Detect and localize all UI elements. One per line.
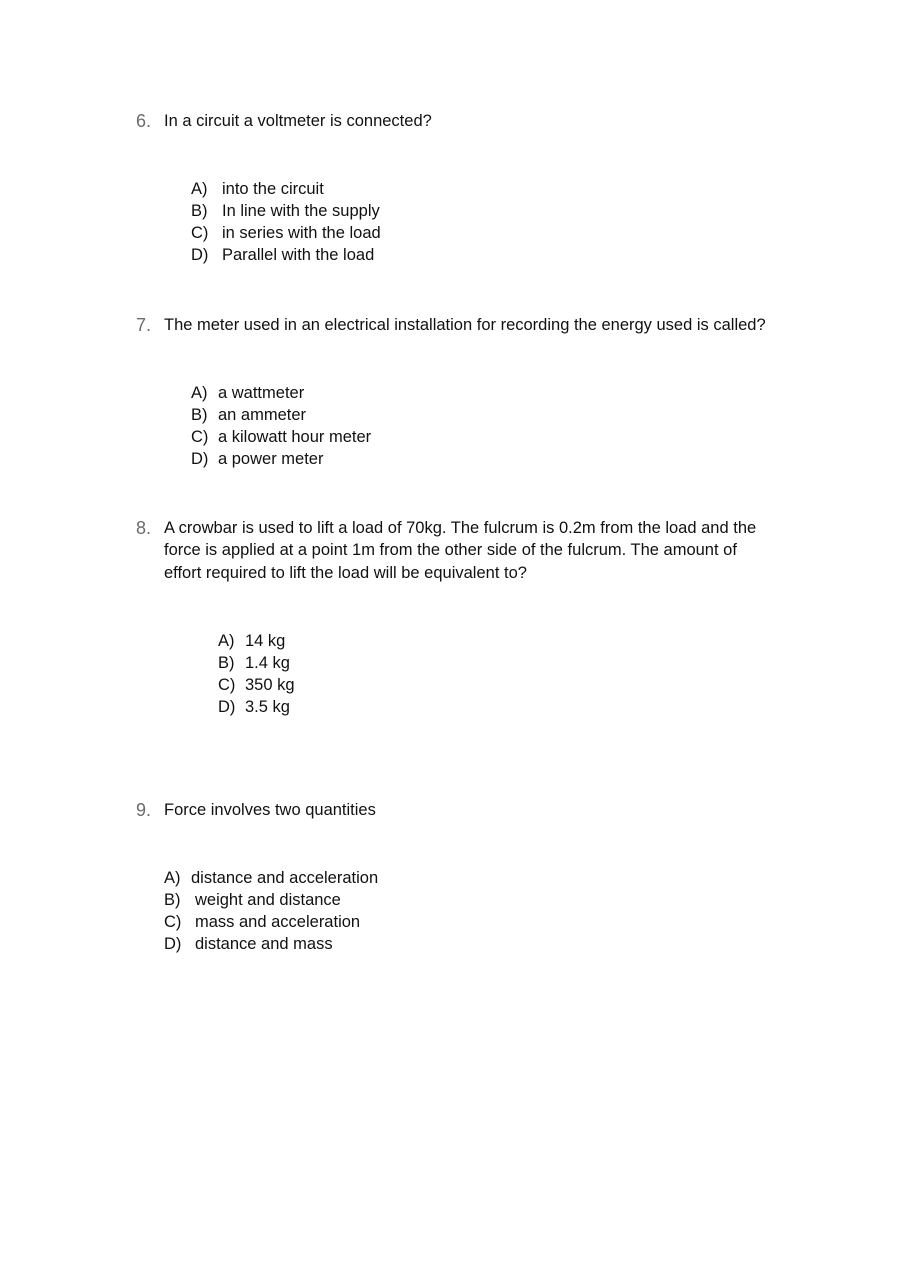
question-text-line: Force involves two quantities: [164, 801, 376, 819]
option-letter: B): [218, 654, 235, 672]
question-text-line: force is applied at a point 1m from the other side of the fulcrum. The amount of: [164, 541, 737, 560]
question-text-line: In a circuit a voltmeter is connected?: [164, 112, 432, 130]
option-text: an ammeter: [218, 406, 307, 424]
option-text: a power meter: [218, 450, 324, 468]
option-letter: D): [218, 698, 236, 716]
question-text: [164, 799, 376, 821]
option-text: mass and acceleration: [195, 913, 361, 931]
option-letter: C): [218, 676, 236, 694]
option-letter: C): [191, 224, 209, 242]
option-letter: A): [164, 869, 181, 887]
question-number: 6.: [136, 111, 152, 131]
question-text-line: A crowbar is used to lift a load of 70kg. The fulcrum is 0.2m from the load and the: [164, 519, 757, 537]
option-text: a kilowatt hour meter: [218, 428, 372, 446]
option-text: In line with the supply: [222, 202, 380, 220]
option-letter: D): [191, 246, 209, 264]
option-letter: D): [164, 935, 182, 953]
question-text-line: effort required to lift the load will be equivalent to?: [164, 563, 527, 582]
option-text: 350 kg: [245, 676, 295, 694]
option-text: in series with the load: [222, 224, 381, 242]
question-text: [164, 517, 756, 584]
question-number: 9.: [136, 800, 152, 820]
question-text: [164, 110, 432, 132]
option-text: Parallel with the load: [222, 246, 375, 264]
question-number: 8.: [136, 518, 152, 538]
option-text: distance and mass: [195, 935, 333, 953]
option-text: 1.4 kg: [245, 654, 290, 672]
option-text: weight and distance: [195, 891, 341, 909]
option-text: a wattmeter: [218, 384, 305, 402]
option-letter: A): [218, 632, 235, 650]
option-text: into the circuit: [222, 180, 324, 198]
option-letter: B): [191, 406, 208, 424]
option-text: distance and acceleration: [191, 869, 379, 887]
option-text: 14 kg: [245, 632, 286, 650]
option-letter: C): [164, 913, 182, 931]
option-letter: A): [191, 180, 208, 198]
question-text-line: The meter used in an electrical installation for recording the energy used is called?: [164, 316, 766, 334]
option-letter: B): [191, 202, 208, 220]
option-letter: B): [164, 891, 181, 909]
question-text: [164, 314, 766, 336]
question-number: 7.: [136, 315, 152, 335]
option-letter: A): [191, 384, 208, 402]
option-text: 3.5 kg: [245, 698, 290, 716]
option-letter: C): [191, 428, 209, 446]
option-letter: D): [191, 450, 209, 468]
